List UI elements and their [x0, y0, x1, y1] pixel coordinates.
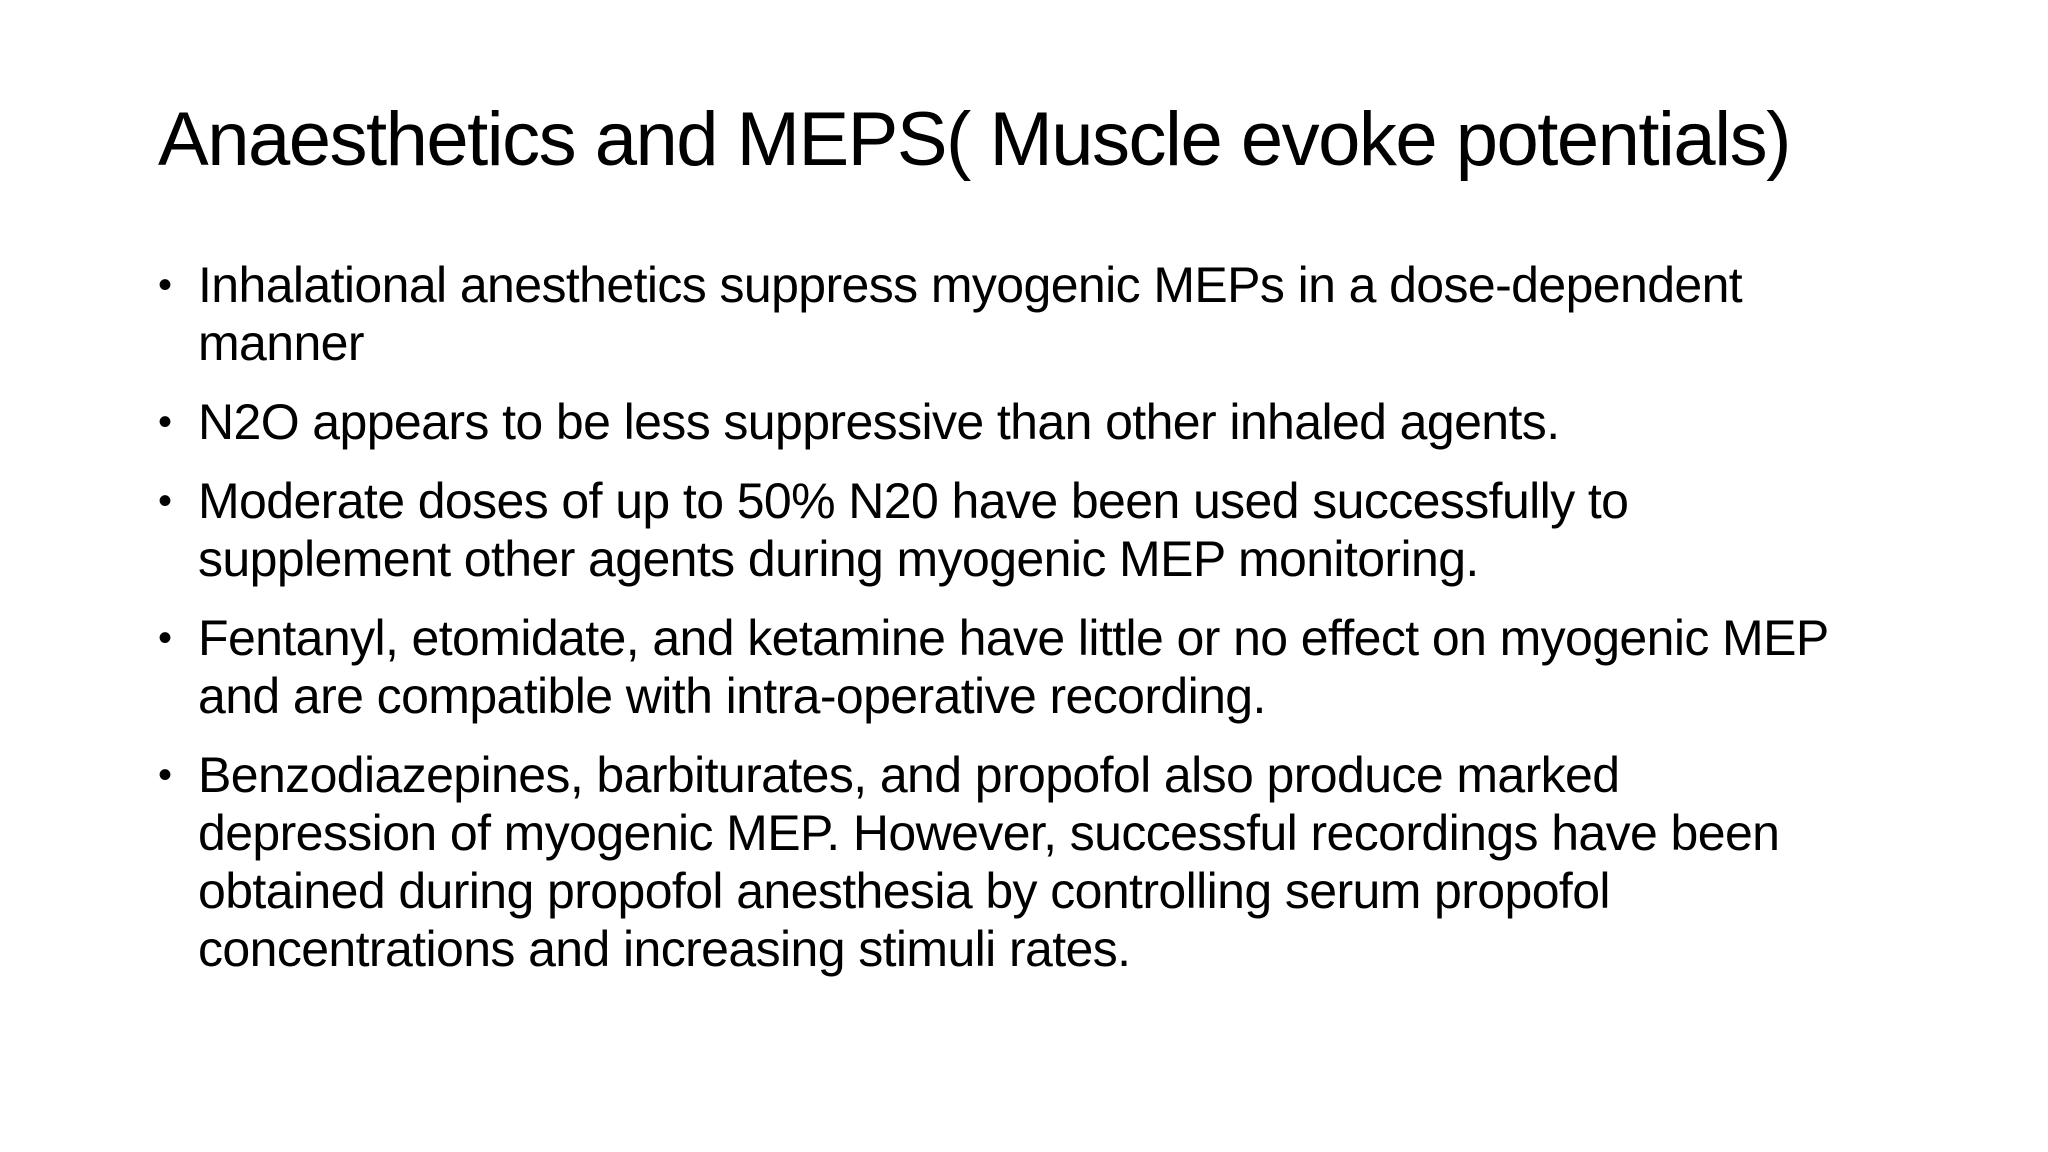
bullet-item — [158, 746, 1858, 978]
bullet-text: Fentanyl, etomidate, and ketamine have little or no effect on myogenic MEP and are compatible with intra-operative recording. — [198, 610, 1828, 724]
bullet-text: Inhalational anesthetics suppress myogenic MEPs in a dose-dependent manner — [198, 257, 1743, 371]
bullet-marker: • — [158, 616, 172, 660]
bullet-text: N2O appears to be less suppressive than other inhaled agents. — [198, 394, 1560, 450]
bullet-item — [158, 256, 1858, 372]
bullet-item — [158, 472, 1858, 588]
bullet-item — [158, 609, 1858, 725]
bullet-text: Benzodiazepines, barbiturates, and propofol also produce marked depression of myogenic MEP. However, successful recordings have been obtained during propofol anesthesia by controlling serum propofol concentrations and increasing stimuli rates. — [198, 747, 1780, 977]
bullet-marker: • — [158, 479, 172, 523]
slide-title: Anaesthetics and MEPS( Muscle evoke potentials) — [158, 97, 1790, 182]
bullet-text: Moderate doses of up to 50% N20 have been used successfully to supplement other agents during myogenic MEP monitoring. — [198, 473, 1629, 587]
bullet-list — [158, 256, 1858, 999]
bullet-marker: • — [158, 400, 172, 444]
bullet-marker: • — [158, 753, 172, 797]
bullet-marker: • — [158, 263, 172, 307]
bullet-item — [158, 393, 1858, 451]
